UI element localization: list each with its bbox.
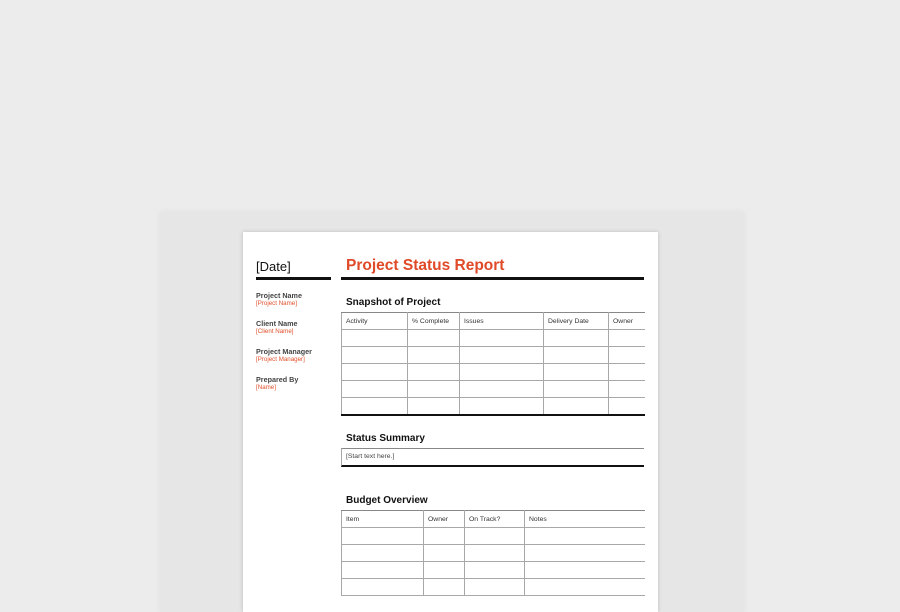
table-cell[interactable] (408, 381, 460, 398)
table-cell[interactable] (342, 330, 408, 347)
date-field: [Date] (256, 258, 331, 280)
client-name-field (256, 320, 331, 336)
table-row (342, 330, 645, 347)
table-cell[interactable] (544, 398, 609, 416)
budget-heading: Budget Overview (346, 495, 428, 506)
table-cell[interactable] (342, 528, 424, 545)
snapshot-table (341, 312, 645, 416)
table-row (342, 364, 645, 381)
table-cell[interactable] (342, 398, 408, 416)
report-title: Project Status Report (341, 256, 644, 280)
field-label: Project Name (256, 291, 302, 300)
table-cell[interactable] (544, 364, 609, 381)
table-cell[interactable] (424, 562, 465, 579)
table-cell[interactable] (342, 347, 408, 364)
status-summary-text[interactable]: [Start text here.] (341, 448, 644, 467)
table-row (342, 562, 645, 579)
table-cell[interactable] (424, 545, 465, 562)
table-cell[interactable] (460, 381, 544, 398)
budget-table (341, 510, 645, 596)
table-row (342, 528, 645, 545)
table-cell[interactable] (408, 398, 460, 416)
table-cell[interactable] (342, 364, 408, 381)
column-header-owner: Owner (609, 313, 645, 330)
field-label: Prepared By (256, 375, 299, 384)
table-cell[interactable] (609, 330, 645, 347)
table-row (342, 545, 645, 562)
table-cell[interactable] (460, 398, 544, 416)
table-row (342, 381, 645, 398)
table-cell[interactable] (544, 347, 609, 364)
field-value: [Project Name] (256, 300, 297, 307)
column-header-percent-complete: % Complete (408, 313, 460, 330)
column-header-activity: Activity (342, 313, 408, 330)
table-cell[interactable] (544, 381, 609, 398)
table-cell[interactable] (460, 364, 544, 381)
table-cell[interactable] (342, 579, 424, 596)
table-cell[interactable] (525, 545, 645, 562)
report-body (341, 256, 644, 596)
table-header-row (342, 313, 645, 330)
table-cell[interactable] (465, 545, 525, 562)
table-cell[interactable] (525, 562, 645, 579)
column-header-delivery-date: Delivery Date (544, 313, 609, 330)
sidebar (256, 258, 331, 392)
project-manager-field (256, 348, 331, 364)
table-cell[interactable] (609, 398, 645, 416)
table-cell[interactable] (525, 579, 645, 596)
table-cell[interactable] (408, 347, 460, 364)
table-cell[interactable] (609, 347, 645, 364)
field-label: Project Manager (256, 347, 312, 356)
table-cell[interactable] (342, 381, 408, 398)
table-cell[interactable] (609, 364, 645, 381)
table-cell[interactable] (408, 364, 460, 381)
table-cell[interactable] (460, 347, 544, 364)
field-value: [Name] (256, 384, 276, 391)
column-header-item: Item (342, 511, 424, 528)
document-page (243, 232, 658, 612)
table-cell[interactable] (460, 330, 544, 347)
table-cell[interactable] (465, 562, 525, 579)
prepared-by-field (256, 376, 331, 392)
table-cell[interactable] (465, 579, 525, 596)
status-summary-heading: Status Summary (346, 433, 425, 444)
field-value: [Project Manager] (256, 356, 305, 363)
field-value: [Client Name] (256, 328, 294, 335)
column-header-owner: Owner (424, 511, 465, 528)
project-name-field (256, 292, 331, 308)
table-cell[interactable] (544, 330, 609, 347)
column-header-on-track: On Track? (465, 511, 525, 528)
table-header-row (342, 511, 645, 528)
table-cell[interactable] (465, 528, 525, 545)
column-header-notes: Notes (525, 511, 645, 528)
table-cell[interactable] (342, 545, 424, 562)
field-label: Client Name (256, 319, 298, 328)
table-row (342, 398, 645, 416)
table-row (342, 579, 645, 596)
table-row (342, 347, 645, 364)
table-cell[interactable] (525, 528, 645, 545)
table-cell[interactable] (609, 381, 645, 398)
table-cell[interactable] (342, 562, 424, 579)
table-cell[interactable] (408, 330, 460, 347)
table-cell[interactable] (424, 579, 465, 596)
snapshot-heading: Snapshot of Project (346, 297, 441, 308)
column-header-issues: Issues (460, 313, 544, 330)
table-cell[interactable] (424, 528, 465, 545)
